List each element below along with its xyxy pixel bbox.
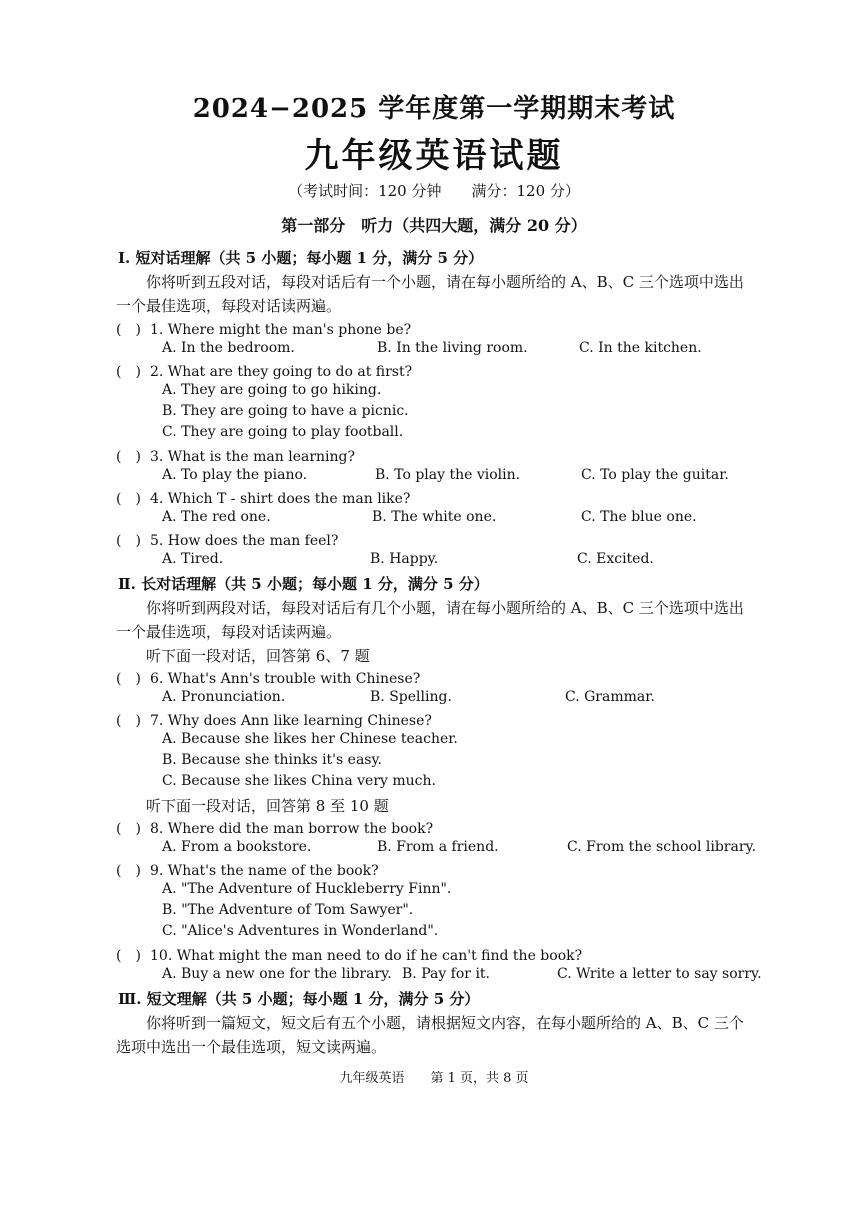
answer-blank[interactable]: ( ) (116, 671, 141, 687)
question-stem: 6. What's Ann's trouble with Chinese? (150, 671, 421, 687)
option-c: C. They are going to play football. (162, 424, 404, 440)
option-c: C. To play the guitar. (581, 467, 729, 483)
answer-blank[interactable]: ( ) (116, 491, 141, 507)
question-3 (116, 446, 355, 466)
option-a: A. They are going to go hiking. (162, 382, 382, 398)
option-a: A. The red one. (162, 509, 271, 525)
section-3-instruction-line1: 你将听到一篇短文，短文后有五个小题，请根据短文内容，在每小题所给的 A、B、C 三个 (146, 1014, 744, 1032)
option-a: A. Buy a new one for the library. (162, 966, 392, 982)
question-stem: 5. How does the man feel? (150, 533, 339, 549)
dialogue-1-note: 听下面一段对话，回答第 6、7 题 (146, 647, 370, 665)
option-c: C. Excited. (577, 551, 654, 567)
option-c: C. In the kitchen. (579, 340, 702, 356)
answer-blank[interactable]: ( ) (116, 713, 141, 729)
answer-blank[interactable]: ( ) (116, 533, 141, 549)
page-footer: 九年级英语 第 1 页，共 8 页 (339, 1071, 529, 1086)
answer-blank[interactable]: ( ) (116, 863, 141, 879)
option-b: B. In the living room. (377, 340, 528, 356)
section-1-title: Ⅰ. 短对话理解（共 5 小题；每小题 1 分，满分 5 分） (118, 249, 484, 267)
question-6 (116, 668, 420, 688)
option-c: C. Grammar. (565, 689, 655, 705)
question-stem: 2. What are they going to do at first? (150, 364, 413, 380)
exam-term-title: 2024−2025 学年度第一学期期末考试 (192, 94, 676, 124)
question-stem: 7. Why does Ann like learning Chinese? (150, 713, 432, 729)
section-3-instruction-line2: 选项中选出一个最佳选项，短文读两遍。 (116, 1038, 387, 1056)
option-a: A. To play the piano. (162, 467, 308, 483)
option-b: B. The white one. (372, 509, 497, 525)
option-c: C. Write a letter to say sorry. (557, 966, 762, 982)
option-a: A. Because she likes her Chinese teacher. (162, 731, 458, 747)
question-2 (116, 361, 412, 381)
dialogue-2-note: 听下面一段对话，回答第 8 至 10 题 (146, 797, 389, 815)
section-1-instruction-line2: 一个最佳选项，每段对话读两遍。 (116, 297, 342, 315)
answer-blank[interactable]: ( ) (116, 821, 141, 837)
question-10 (116, 945, 582, 965)
option-b: B. Spelling. (370, 689, 452, 705)
option-a: A. Tired. (162, 551, 224, 567)
answer-blank[interactable]: ( ) (116, 322, 141, 338)
option-a: A. In the bedroom. (162, 340, 295, 356)
option-b: B. From a friend. (377, 839, 499, 855)
question-stem: 4. Which T - shirt does the man like? (150, 491, 411, 507)
answer-blank[interactable]: ( ) (116, 449, 141, 465)
answer-blank[interactable]: ( ) (116, 948, 141, 964)
option-a: A. "The Adventure of Huckleberry Finn". (162, 881, 452, 897)
option-b: B. They are going to have a picnic. (162, 403, 409, 419)
question-9 (116, 860, 379, 880)
option-c: C. "Alice's Adventures in Wonderland". (162, 923, 439, 939)
question-stem: 1. Where might the man's phone be? (150, 322, 412, 338)
section-3-title: Ⅲ. 短文理解（共 5 小题；每小题 1 分，满分 5 分） (118, 990, 480, 1008)
section-2-instruction-line1: 你将听到两段对话，每段对话后有几个小题，请在每小题所给的 A、B、C 三个选项中选出 (146, 599, 744, 617)
option-a: A. From a bookstore. (162, 839, 312, 855)
part-heading: 第一部分 听力（共四大题，满分 20 分） (281, 216, 587, 235)
section-1-instruction-line1: 你将听到五段对话，每段对话后有一个小题，请在每小题所给的 A、B、C 三个选项中选出 (146, 273, 744, 291)
section-2-title: Ⅱ. 长对话理解（共 5 小题；每小题 1 分，满分 5 分） (118, 575, 489, 593)
question-stem: 10. What might the man need to do if he can't find the book? (150, 948, 583, 964)
question-4 (116, 488, 410, 508)
exam-meta: （考试时间：120 分钟 满分：120 分） (288, 182, 580, 200)
option-a: A. Pronunciation. (162, 689, 286, 705)
option-b: B. Pay for it. (402, 966, 490, 982)
answer-blank[interactable]: ( ) (116, 364, 141, 380)
exam-subject-title: 九年级英语试题 (304, 136, 564, 176)
option-c: C. Because she likes China very much. (162, 773, 436, 789)
question-stem: 9. What's the name of the book? (150, 863, 379, 879)
question-7 (116, 710, 432, 730)
question-stem: 3. What is the man learning? (150, 449, 355, 465)
question-5 (116, 530, 338, 550)
option-b: B. Happy. (370, 551, 439, 567)
section-2-instruction-line2: 一个最佳选项，每段对话读两遍。 (116, 623, 342, 641)
option-c: C. From the school library. (567, 839, 757, 855)
option-b: B. To play the violin. (375, 467, 521, 483)
question-1 (116, 319, 411, 339)
option-b: B. Because she thinks it's easy. (162, 752, 382, 768)
option-c: C. The blue one. (581, 509, 697, 525)
question-stem: 8. Where did the man borrow the book? (150, 821, 434, 837)
option-b: B. "The Adventure of Tom Sawyer". (162, 902, 414, 918)
question-8 (116, 818, 433, 838)
